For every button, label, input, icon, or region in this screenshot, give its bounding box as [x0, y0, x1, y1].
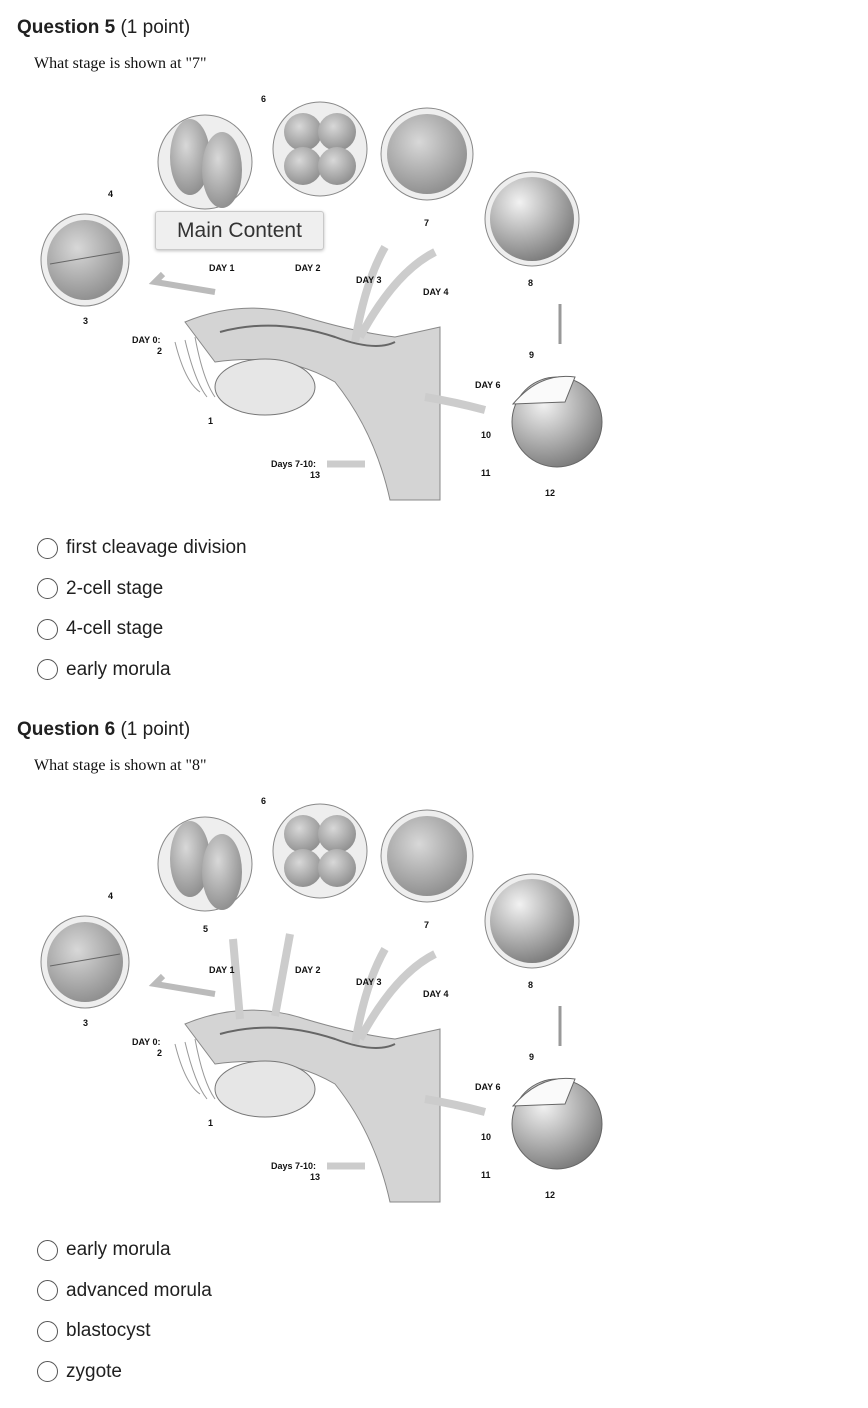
main-content-tooltip: Main Content [155, 211, 324, 250]
question-points: (1 point) [120, 17, 191, 38]
label-3: 3 [83, 1018, 89, 1028]
label-13: 13 [310, 470, 321, 480]
label-8: 8 [528, 980, 534, 990]
radio-button[interactable] [37, 1280, 58, 1301]
question-6-title [17, 719, 190, 741]
label-12: 12 [545, 1190, 556, 1200]
label-4: 4 [108, 891, 114, 901]
choice-early-morula[interactable] [37, 1230, 212, 1271]
question-6-prompt: What stage is shown at "8" [34, 757, 207, 774]
choice-2-cell[interactable] [37, 569, 247, 610]
radio-button[interactable] [37, 538, 58, 559]
label-day1: DAY 1 [209, 263, 235, 273]
label-7: 7 [424, 218, 430, 228]
label-day4: DAY 4 [423, 989, 449, 999]
label-day0: DAY 0: [132, 335, 161, 345]
question-5-title [17, 17, 190, 39]
label-10: 10 [481, 1132, 492, 1142]
label-day3: DAY 3 [356, 977, 382, 987]
choice-label: early morula [66, 1239, 171, 1261]
label-day2: DAY 2 [295, 263, 321, 273]
label-day1: DAY 1 [209, 965, 235, 975]
choice-4-cell[interactable] [37, 609, 247, 650]
radio-button[interactable] [37, 659, 58, 680]
label-11: 11 [481, 1170, 491, 1180]
label-4: 4 [108, 189, 114, 199]
label-days-7-10: Days 7-10: [271, 1161, 317, 1171]
label-1: 1 [208, 416, 214, 426]
embryo-development-figure [35, 92, 615, 502]
label-day6: DAY 6 [475, 380, 501, 390]
question-number: Question 5 [17, 17, 116, 38]
choice-zygote[interactable] [37, 1352, 212, 1393]
label-6: 6 [261, 94, 267, 104]
question-number: Question 6 [17, 719, 116, 740]
choice-label: early morula [66, 658, 171, 680]
choice-early-morula[interactable] [37, 650, 247, 691]
choice-label: advanced morula [66, 1279, 212, 1301]
label-12: 12 [545, 488, 556, 498]
choice-label: 4-cell stage [66, 618, 164, 640]
label-6: 6 [261, 796, 267, 806]
radio-button[interactable] [37, 578, 58, 599]
label-2: 2 [157, 1048, 163, 1058]
label-8: 8 [528, 278, 534, 288]
label-days-7-10: Days 7-10: [271, 459, 317, 469]
question-6-choices [37, 1230, 212, 1392]
label-9: 9 [529, 1052, 535, 1062]
radio-button[interactable] [37, 1361, 58, 1382]
choice-label: 2-cell stage [66, 577, 164, 599]
embryo-development-figure-2 [35, 794, 615, 1204]
label-5: 5 [203, 924, 209, 934]
label-day3: DAY 3 [356, 275, 382, 285]
choice-label: zygote [66, 1360, 122, 1382]
label-day6: DAY 6 [475, 1082, 501, 1092]
label-1: 1 [208, 1118, 214, 1128]
radio-button[interactable] [37, 1240, 58, 1261]
label-day4: DAY 4 [423, 287, 449, 297]
choice-label: first cleavage division [66, 537, 247, 559]
choice-advanced-morula[interactable] [37, 1271, 212, 1312]
label-9: 9 [529, 350, 535, 360]
label-13: 13 [310, 1172, 321, 1182]
radio-button[interactable] [37, 619, 58, 640]
label-2: 2 [157, 346, 163, 356]
label-3: 3 [83, 316, 89, 326]
question-5-choices [37, 528, 247, 690]
label-day0: DAY 0: [132, 1037, 161, 1047]
choice-label: blastocyst [66, 1320, 151, 1342]
question-points: (1 point) [120, 719, 191, 740]
label-7: 7 [424, 920, 430, 930]
radio-button[interactable] [37, 1321, 58, 1342]
label-day2: DAY 2 [295, 965, 321, 975]
label-10: 10 [481, 430, 492, 440]
choice-first-cleavage[interactable] [37, 528, 247, 569]
question-5-prompt: What stage is shown at "7" [34, 55, 207, 72]
label-11: 11 [481, 468, 491, 478]
choice-blastocyst[interactable] [37, 1311, 212, 1352]
